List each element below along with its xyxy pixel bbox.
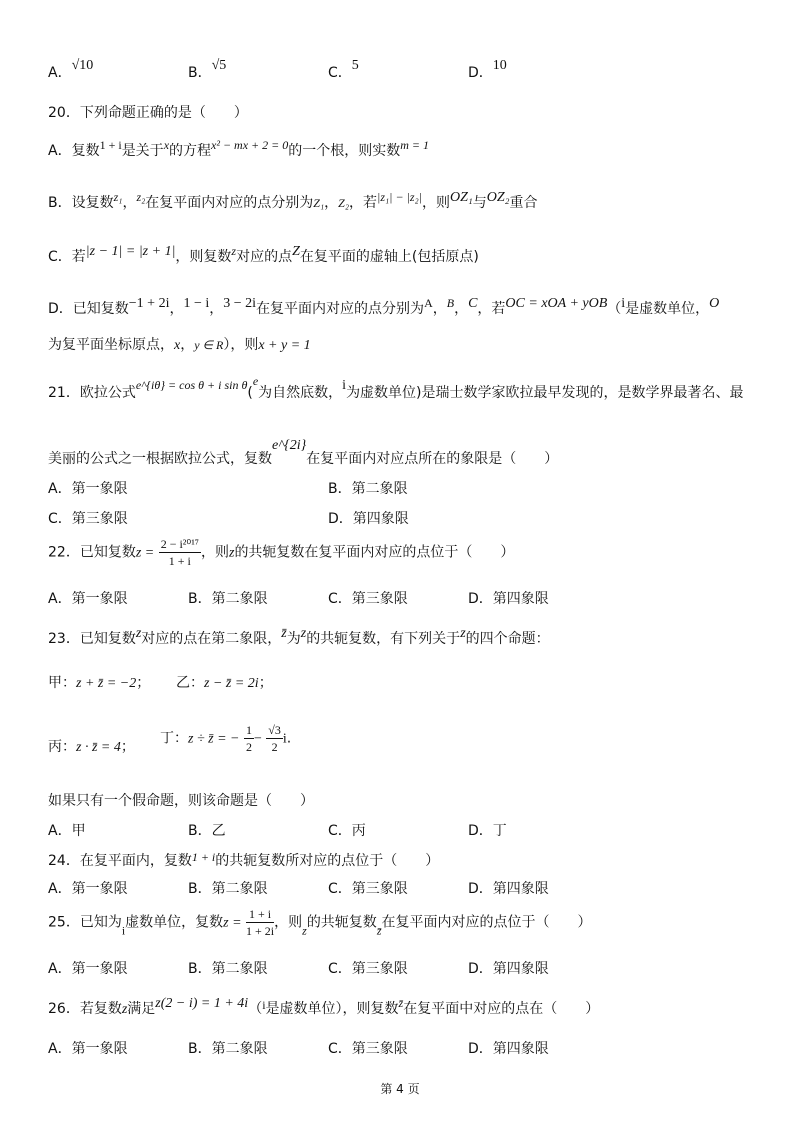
q23-stem: 23．已知复数z对应的点在第二象限，z̄为z的共轭复数，有下列关于z的四个命题： (48, 626, 550, 647)
q22-stem: 22．已知复数z = $\frac{\text{2 − i²⁰¹⁷}}{1 + i}$ ，则z的共轭复数在复平面内对应的点位于（ ） (48, 537, 515, 568)
q25-option-c: C．第三象限 (328, 961, 408, 977)
q19-option-a: A．√10 (48, 58, 94, 81)
q20-stem: 20．下列命题正确的是（ ） (48, 105, 248, 121)
q19-option-c: C．5 (328, 58, 359, 81)
q25-option-d: D．第四象限 (468, 961, 549, 977)
q20-option-d: D．已知复数−1 + 2i，1 − i，3 − 2i在复平面内对应的点分别为A，B，C，若OC = xOA + yOB（i是虚数单位，O (48, 296, 720, 317)
q24-option-c: C．第三象限 (328, 881, 408, 897)
q21-stem: 21．欧拉公式e^{iθ} = cos θ + i sin θ(e为自然底数，i为虚数单位)是瑞士数学家欧拉最早发现的，是数学界最著名、最 (48, 374, 744, 401)
q23-option-a: A．甲 (48, 823, 86, 839)
q26-option-c: C．第三象限 (328, 1041, 408, 1057)
q22-fraction: $\frac{\text{2 − i²⁰¹⁷}}{1 + i}$ (160, 537, 199, 568)
q21-option-a: A．第一象限 (48, 481, 128, 497)
q23-option-c: C．丙 (328, 823, 366, 839)
q24-option-d: D．第四象限 (468, 881, 549, 897)
q22-option-b: B．第二象限 (188, 591, 268, 607)
q25-option-b: B．第二象限 (188, 961, 268, 977)
q26-option-d: D．第四象限 (468, 1041, 549, 1057)
q24-option-b: B．第二象限 (188, 881, 268, 897)
q23-option-d: D．丁 (468, 823, 507, 839)
q22-option-d: D．第四象限 (468, 591, 549, 607)
q25-option-a: A．第一象限 (48, 961, 128, 977)
q26-stem: 26．若复数z满足z(2 − i) = 1 + 4i（i是虚数单位），则复数z̄在复平面中对应的点在（ ） (48, 996, 600, 1017)
q26-option-b: B．第二象限 (188, 1041, 268, 1057)
q25-fraction: $\frac{1 + i}{1 + 2i}$ (246, 907, 275, 938)
q20-option-a: A．复数1 + i是关于x的方程x² − mx + 2 = 0的一个根，则实数m = 1 (48, 138, 429, 159)
q21-option-d: D．第四象限 (328, 511, 409, 527)
q23-ding-fraction-2: $\frac{√3}{2}$ (268, 723, 281, 754)
q23-option-b: B．乙 (188, 823, 226, 839)
q22-option-a: A．第一象限 (48, 591, 128, 607)
q21-option-c: C．第三象限 (48, 511, 128, 527)
q20-option-b: B．设复数z₁，z₂在复平面内对应的点分别为Z₁，Z₂，若|z₁| − |z₂|，则OZ₁与OZ₂重合 (48, 190, 538, 211)
page-number: 第 4 页 (380, 1082, 420, 1096)
q20-option-d-line2: 为复平面坐标原点，x，y ∈ R），则x + y = 1 (48, 337, 311, 353)
q20-option-c: C．若|z − 1| = |z + 1|，则复数z对应的点Z在复平面的虚轴上(包括原点) (48, 244, 479, 265)
q19-option-b: B．√5 (188, 58, 227, 81)
q21-option-b: B．第二象限 (328, 481, 408, 497)
q23-conclusion: 如果只有一个假命题，则该命题是（ ） (48, 793, 314, 809)
q23-bing: 丙：z · z̄ = 4； (48, 739, 135, 755)
q23-ding-fraction-1: $\frac{1}{2}$ (245, 723, 252, 754)
q24-option-a: A．第一象限 (48, 881, 128, 897)
q21-stem-line2: 美丽的公式之一根据欧拉公式，复数e^{2i}在复平面内对应点所在的象限是（ ） (48, 438, 559, 467)
q24-stem: 24．在复平面内，复数1 + i的共轭复数所对应的点位于（ ） (48, 850, 440, 869)
q19-option-d: D．10 (468, 58, 507, 81)
q22-option-c: C．第三象限 (328, 591, 408, 607)
q25-stem: 25．已知为i虚数单位，复数z = $\frac{1 + i}{1 + 2i}$ ，则z的共轭复数z̄在复平面内对应的点位于（ ） (48, 907, 592, 938)
q23-jia: 甲：z + z̄ = −2； (48, 675, 151, 691)
q26-option-a: A．第一象限 (48, 1041, 128, 1057)
q23-yi: 乙：z − z̄ = 2i； (176, 675, 273, 691)
q23-ding: 丁：z ÷ z̄ = − $\frac{1}{2}$ − $\frac{√3}{2}$ i. (160, 723, 292, 754)
